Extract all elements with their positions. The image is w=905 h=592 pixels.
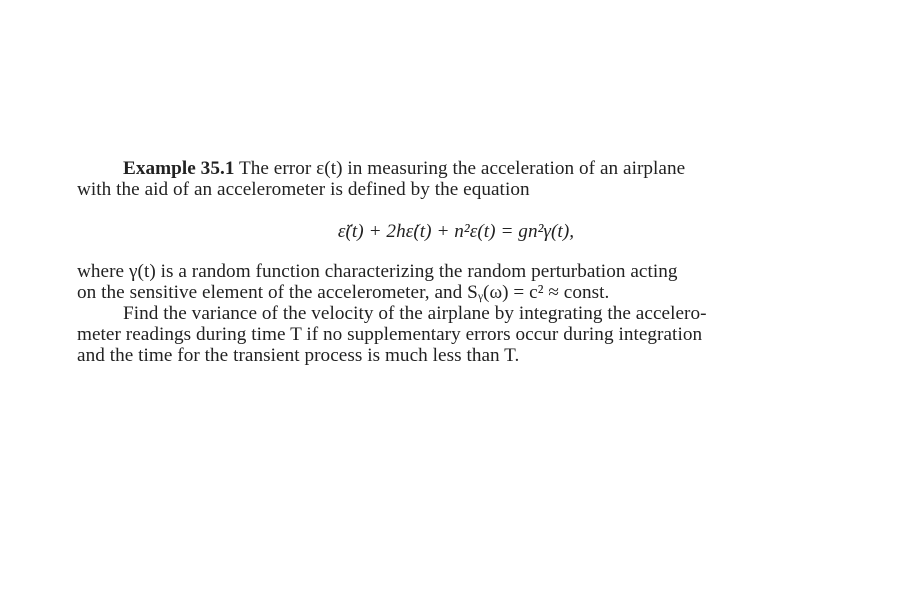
example-line-2: with the aid of an accelerometer is defined by the equation [77,179,530,200]
question-line-5: Find the variance of the velocity of the airplane by integrating the accelero- [123,303,707,324]
example-label: Example 35.1 [123,158,235,179]
example-first-line [77,158,857,179]
example-line-1-text: The error ε(t) in measuring the acceleration of an airplane [238,158,686,179]
example-text-block [77,158,857,366]
body-line-3: where γ(t) is a random function characterizing the random perturbation acting [77,261,678,282]
error-equation: ε̈(t) + 2hε̇(t) + n²ε(t) = gn²γ(t), [337,221,575,242]
question-line-7: and the time for the transient process is much less than T. [77,345,520,366]
body-line-4: on the sensitive element of the accelerometer, and Sᵧ(ω) = c² ≈ const. [77,282,610,303]
question-line-6: meter readings during time T if no supplementary errors occur during integration [77,324,703,345]
